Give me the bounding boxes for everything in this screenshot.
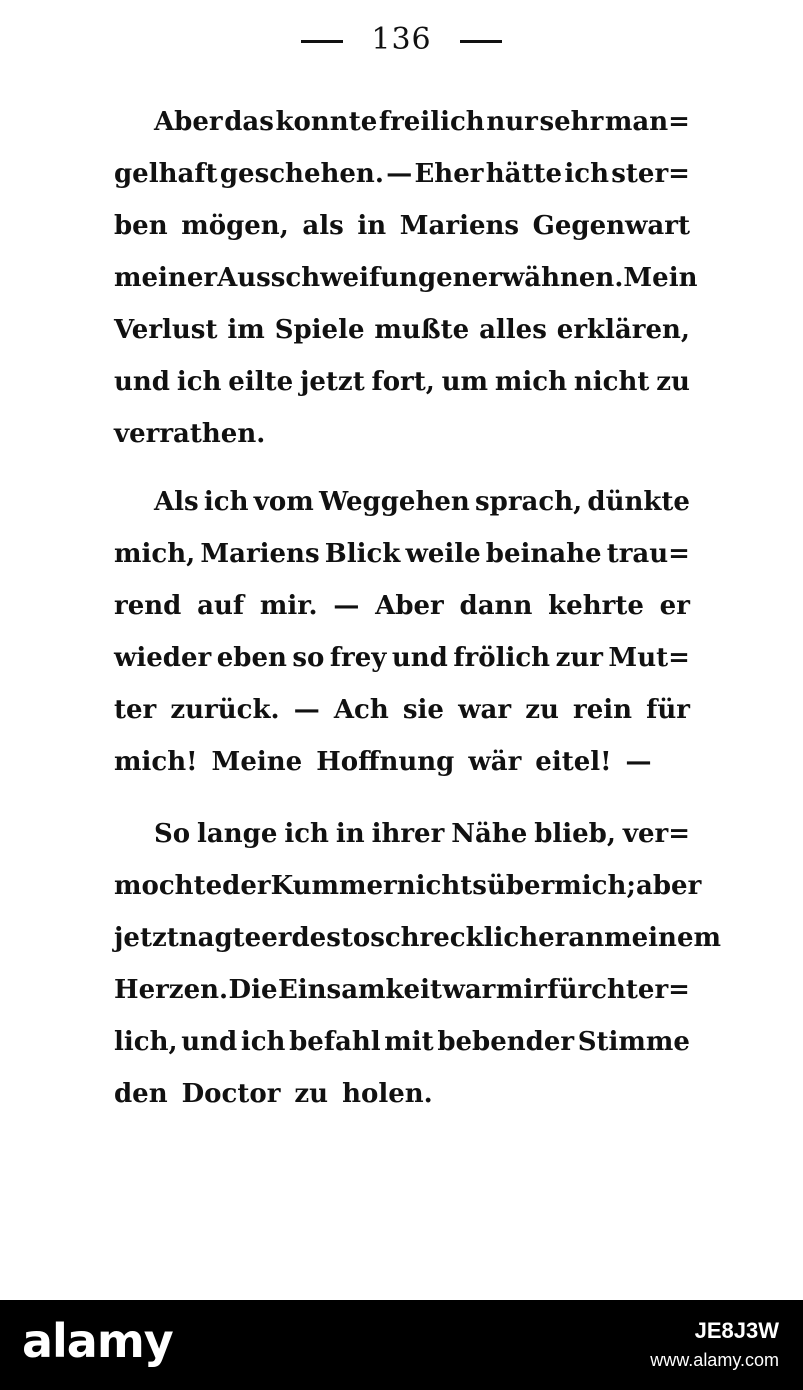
text-line: und ich eilte jetzt fort, um mich nicht zu xyxy=(114,367,690,397)
alamy-logo: alamy xyxy=(22,1314,173,1368)
image-id: JE8J3W xyxy=(694,1318,779,1343)
page-number: 136 xyxy=(371,22,432,57)
text-line: rend auf mir. — Aber dann kehrte er xyxy=(114,591,690,621)
text-line: jetzt nagte er desto schrecklicher an meinem xyxy=(114,923,722,953)
paragraph-1 xyxy=(114,96,698,460)
text-line: mochte der Kummer nichts über mich; aber xyxy=(114,871,702,901)
text-line: Verlust im Spiele mußte alles erklären, xyxy=(114,315,690,345)
text-line: ben mögen, als in Mariens Gegenwart xyxy=(114,211,690,241)
text-line: lich, und ich befahl mit bebender Stimme xyxy=(114,1027,690,1057)
text-line: mich! Meine Hoffnung wär eitel! — xyxy=(114,747,652,777)
text-line: verrathen. xyxy=(114,419,266,449)
left-dash xyxy=(301,40,343,43)
text-line: So lange ich in ihrer Nähe blieb, ver= xyxy=(154,819,690,849)
text-line: ter zurück. — Ach sie war zu rein für xyxy=(114,695,690,725)
paragraph-2 xyxy=(114,476,690,788)
text-line: Als ich vom Weggehen sprach, dünkte xyxy=(154,487,690,517)
text-line: meiner Ausschweifungen erwähnen. Mein xyxy=(114,263,698,293)
page-number-header xyxy=(0,22,803,57)
text-line: gelhaft geschehen. — Eher hätte ich ster= xyxy=(114,159,690,189)
watermark-banner xyxy=(0,1300,803,1390)
text-line: wieder eben so frey und frölich zur Mut= xyxy=(114,643,690,673)
text-line: den Doctor zu holen. xyxy=(114,1079,433,1109)
text-line: Aber das konnte freilich nur sehr man= xyxy=(154,107,690,137)
text-line: mich, Mariens Blick weile beinahe trau= xyxy=(114,539,690,569)
site-url: www.alamy.com xyxy=(650,1350,779,1370)
paragraph-3 xyxy=(114,808,722,1120)
text-line: Herzen. Die Einsamkeit war mir fürchter= xyxy=(114,975,690,1005)
right-dash xyxy=(460,40,502,43)
